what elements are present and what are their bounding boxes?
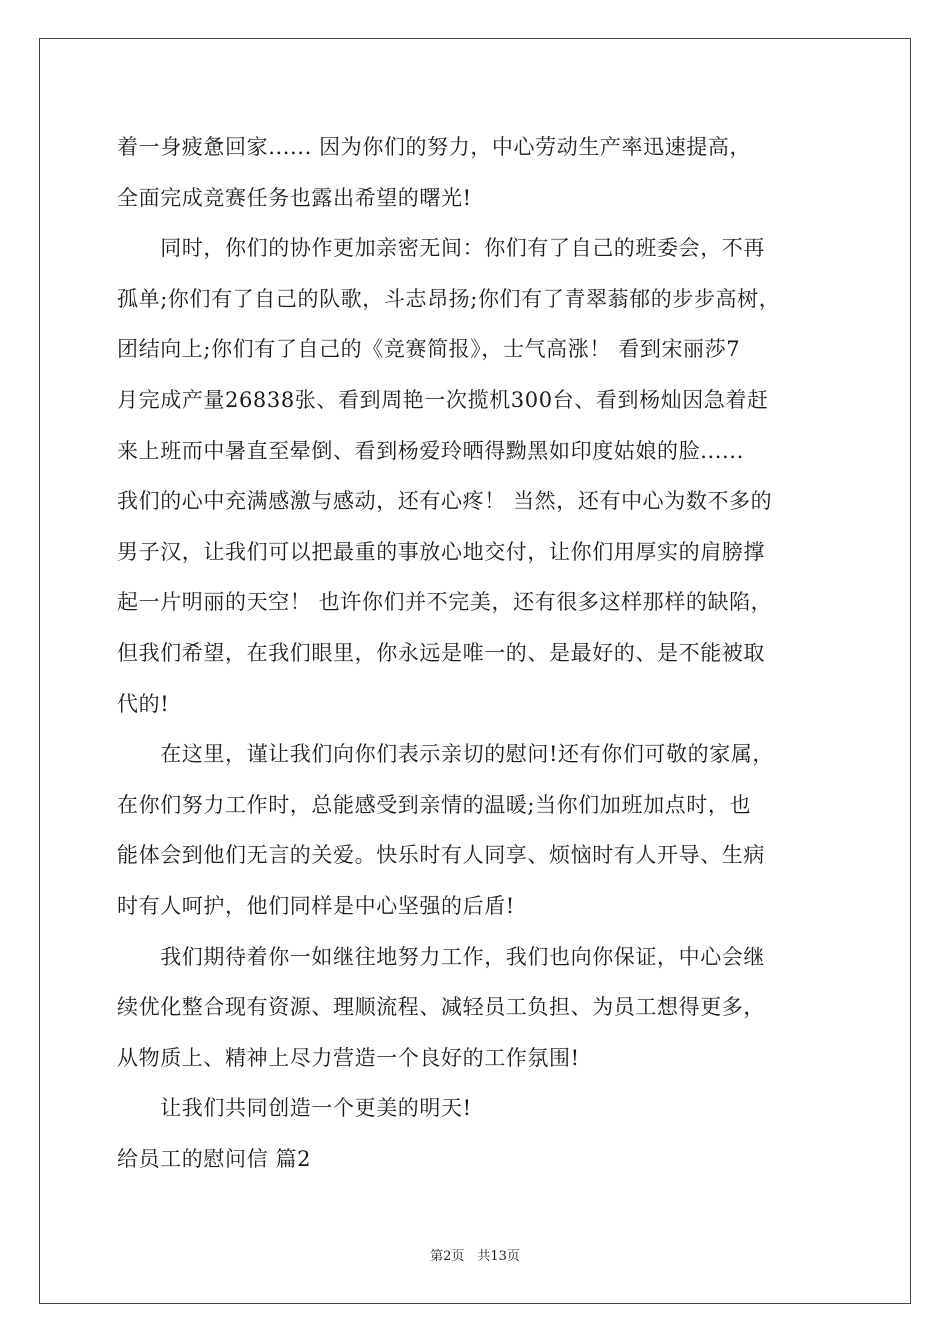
page-number: 第2页 共13页 <box>430 1249 520 1264</box>
text-line-13: 在这里，谨让我们向你们表示亲切的慰问!还有你们可敬的家属， <box>117 742 775 767</box>
document-body <box>117 128 837 1178</box>
section-heading: 给员工的慰问信 篇2 <box>117 1146 312 1171</box>
text-line-10: 起一片明丽的天空！ 也许你们并不完美，还有很多这样那样的缺陷， <box>117 590 773 615</box>
text-line-7: 来上班而中暑直至晕倒、看到杨爱玲晒得黝黑如印度姑娘的脸...... <box>117 438 744 463</box>
text-line-17: 我们期待着你一如继往地努力工作，我们也向你保证，中心会继 <box>117 944 765 969</box>
text-line-2: 全面完成竞赛任务也露出希望的曙光! <box>117 185 472 210</box>
text-line-14: 在你们努力工作时，总能感受到亲情的温暖;当你们加班加点时，也 <box>117 792 752 817</box>
text-line-19: 从物质上、精神上尽力营造一个良好的工作氛围! <box>117 1045 580 1070</box>
text-line-12: 代的! <box>117 691 170 716</box>
text-line-18: 续优化整合现有资源、理顺流程、减轻员工负担、为员工想得更多， <box>117 995 765 1020</box>
text-line-11: 但我们希望，在我们眼里，你永远是唯一的、是最好的、是不能被取 <box>117 640 765 665</box>
text-line-20: 让我们共同创造一个更美的明天! <box>117 1096 472 1121</box>
text-line-15: 能体会到他们无言的关爱。快乐时有人同享、烦恼时有人开导、生病 <box>117 843 765 868</box>
text-line-4: 孤单;你们有了自己的队歌，斗志昂扬;你们有了青翠蓊郁的步步高树， <box>117 286 781 311</box>
text-line-16: 时有人呵护，他们同样是中心坚强的后盾! <box>117 893 515 918</box>
text-line-1: 着一身疲惫回家...... 因为你们的努力，中心劳动生产率迅速提高， <box>117 135 752 159</box>
text-line-5: 团结向上;你们有了自己的《竞赛简报》，士气高涨！ 看到宋丽莎7 <box>117 337 741 362</box>
text-line-6: 月完成产量26838张、看到周艳一次揽机300台、看到杨灿因急着赶 <box>117 387 769 412</box>
text-line-8: 我们的心中充满感激与感动，还有心疼！ 当然，还有中心为数不多的 <box>117 489 773 514</box>
text-line-3: 同时，你们的协作更加亲密无间：你们有了自己的班委会，不再 <box>117 236 765 261</box>
text-line-9: 男子汉，让我们可以把最重的事放心地交付，让你们用厚实的肩膀撑 <box>117 539 765 564</box>
